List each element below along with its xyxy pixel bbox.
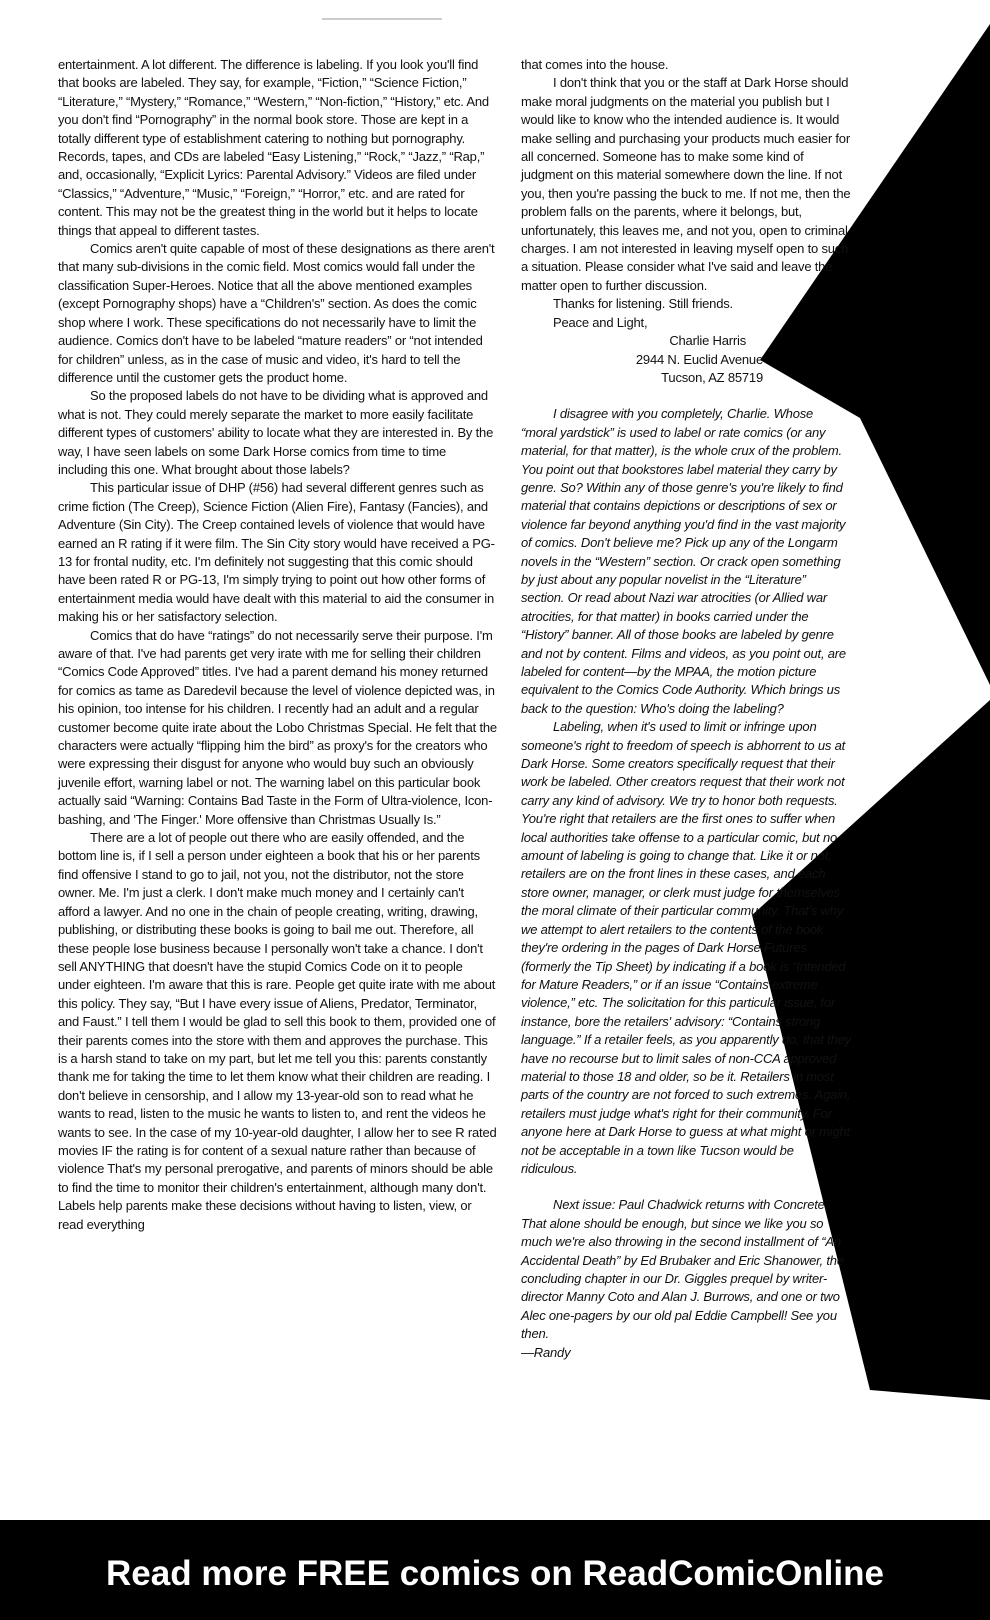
signature-street: 2944 N. Euclid Avenue (635, 351, 763, 367)
left-paragraph-1: entertainment. A lot different. The difference is labeling. If you look you'll find that books are labeled. They say, for example, “Fiction,” “Science Fiction,” “Literature,” “Mystery,” “Romance,” “Western,” “Non-fiction,” “History,” etc. And you don't find “Pornography” in the normal book store. Those are kept in a totally different type of establishment catering to nothing but pornography. Records, tapes, and CDs are labeled “Easy Listening,” “Rock,” “Jazz,” “Rap,” and, occasionally, “Explicit Lyrics: Parental Advisory.” Videos are filed under “Classics,” “Adventure,” “Music,” “Foreign,” “Horror,” etc. and are rated for content. This may not be the greatest thing in the world but it helps to locate things that appeal to different tastes. (58, 57, 489, 238)
footer-banner (0, 1520, 990, 1620)
letter-thanks: Thanks for listening. Still friends. (553, 296, 733, 312)
reply-paragraph-2: Labeling, when it's used to limit or infringe upon someone's right to freedom of speech is abhorrent to us at Dark Horse. Some creators specifically request that their work be labeled. Other creators request that their work not carry any kind of advisory. We try to honor both requests. You're right that retailers are the first ones to suffer when local authorities take offense to a particular comic, but no amount of labeling is going to change that. Like it or not, retailers are on the front lines in these cases, and each store owner, manager, or clerk must judge for themselves the moral climate of their particular community. That's why we attempt to alert retailers to the contents of the book they're ordering in the pages of Dark Horse Futures (formerly the Tip Sheet) by indicating if a book is “Intended for Mature Readers,” or if an issue “Contains extreme violence,” etc. The solicitation for this particular issue, for instance, bore the retailers' advisory: “Contains strong language.” If a retailer feels, as you apparently do, that they have no recourse but to limit sales of non-CCA approved material to those 18 and older, so be it. Retailers in most parts of the country are not forced to such extremes. Again, retailers must judge what's right for their community. For anyone here at Dark Horse to guess at what might or might not be acceptable in a town like Tucson would be ridiculous. (521, 719, 851, 1176)
footer-promo-text: Read more FREE comics on ReadComicOnline (106, 1554, 884, 1593)
signature-name: Charlie Harris (669, 333, 746, 349)
letter-signature (521, 332, 851, 387)
left-paragraph-6: There are a lot of people out there who are easily offended, and the bottom line is, if I sell a person under eighteen a book that his or her parents find offensive I stand to go to jail, not you, not the distributor, not the store owner. Me. I'm just a clerk. I don't make much money and I certainly can't afford a lawyer. And no one in the chain of people creating, writing, drawing, publishing, or distributing these books is going to bail me out. Therefore, all these people lose business because I personally won't take a chance. I don't sell ANYTHING that doesn't have the stupid Comics Code on it to people under eighteen. I'm aware that this is rare. People get quite irate with me about this policy. They say, “But I have every issue of Aliens, Predator, Terminator, and Faust.” I tell them I would be glad to sell this book to them, provided one of their parents comes into the store with them and approves the purchase. This is a harsh stand to take on my part, but let me tell you this: parents constantly thank me for taking the time to let them know what their children are reading. I don't believe in censorship, and I allow my 13-year-old son to read what he wants to read, listen to the music he wants to listen to, and rent the videos he wants to see. In the case of my 10-year-old daughter, I allow her to see R rated movies IF the rating is for content of a sexual nature rather than because of violence That's my personal prerogative, and parents of minors should be able to find the time to monitor their children's entertainment, although many don't. Labels help parents make these decisions without having to listen, view, or read everything (58, 830, 497, 1232)
left-paragraph-3: So the proposed labels do not have to be dividing what is approved and what is not. They could merely separate the market to more easily facilitate different types of customers' ability to locate what they are interested in. By the way, I have seen labels on some Dark Horse comics from time to time including this one. What brought about those labels? (58, 388, 494, 477)
next-issue-note: Next issue: Paul Chadwick returns with Concrete. That alone should be enough, but since we like you so much we're also throwing in the second installment of “An Accidental Death” by Ed Brubaker and Eric Shanower, the concluding chapter in our Dr. Giggles prequel by writer-director Manny Coto and Alan J. Burrows, and one or two Alec one-pagers by our old pal Eddie Campbell! See you then. (521, 1197, 844, 1342)
letter-paragraph-2: I don't think that you or the staff at Dark Horse should make moral judgments on the material you publish but I would like to know who the intended audience is. It would make selling and purchasing your products much easier for all concerned. Someone has to make some kind of judgment on this material somewhere down the line. If not you, then you're passing the buck to me. If not me, then the problem falls on the parents, where it belongs, but, unfortunately, this leaves me, and not you, open to criminal charges. I am not interested in leaving myself open to such a situation. Please consider what I've said and leave the matter open to further discussion. (521, 75, 851, 293)
letter-closing: Peace and Light, (553, 314, 648, 330)
letter-paragraph-1: that comes into the house. (521, 57, 669, 72)
reply-paragraph-1: I disagree with you completely, Charlie. Whose “moral yardstick” is used to label or rate comics (or any material, for that matter), is the whole crux of the problem. You point out that bookstores label material they carry by genre. So? Within any of those genre's you're likely to find material that contains depictions or descriptions of sex or violence far beyond anything you'd find in the vast majority of comics. Don't believe me? Pick up any of the Longarm novels in the “Western” section. Or crack open something by just about any popular novelist in the “Literature” section. Or read about Nazi war atrocities (or Allied war atrocities, for that matter) in books carried under the “History” banner. All of those books are labeled by genre and not by content. Films and videos, as you point out, are labeled for content—by the MPAA, the motion picture equivalent to the Comics Code Authority. Which brings us back to the question: Who's doing the labeling? (521, 406, 846, 716)
left-paragraph-2: Comics aren't quite capable of most of these designations as there aren't that many sub-divisions in the comic field. Most comics would fall under the classification Super-Heroes. Notice that all the above mentioned examples (except Pornography shops) have a “Children's” section. As does the comic shop where I work. These specifications do not necessarily have to limit the audience. Comics don't have to be labeled “mature readers” or “not intended for children” unless, as in the case of music and video, it's hard to tell the difference until the customer gets the product home. (58, 241, 495, 385)
left-column (58, 56, 498, 1234)
right-column (521, 56, 851, 1362)
editor-sign-off: —Randy (521, 1344, 571, 1360)
left-paragraph-4: This particular issue of DHP (#56) had several different genres such as crime fiction (The Creep), Science Fiction (Alien Fire), Fantasy (Fancies), and Adventure (Sin City). The Creep contained levels of violence that would have earned an R rating if it were film. The Sin City story would have received a PG-13 for frontal nudity, etc. I'm definitely not suggesting that this comic should have been rated R or PG-13, I'm simply trying to point out how other forms of entertainment media would have dealt with this material to aid the consumer in making his or her satisfactory selection. (58, 480, 495, 625)
left-paragraph-5: Comics that do have “ratings” do not necessarily serve their purpose. I'm aware of that. I've had parents get very irate with me for selling their children “Comics Code Approved” titles. I've had a parent demand his money returned for comics as tame as Daredevil because the level of violence depicted was, in his opinion, too intense for his children. I recently had an adult and a regular customer become quite irate about the Lobo Christmas Special. He felt that the characters were actually “flipping him the bird” as proxy's for the creators who were expressing their disgust for anyone who would buy such an obviously juvenile effort, warning label or not. The warning label on this particular book actually said “Warning: Contains Bad Taste in the Form of Ultra-violence, Icon-bashing, and 'The Finger.' More offensive than Christmas Usually Is.” (58, 627, 497, 827)
signature-city: Tucson, AZ 85719 (661, 369, 763, 385)
